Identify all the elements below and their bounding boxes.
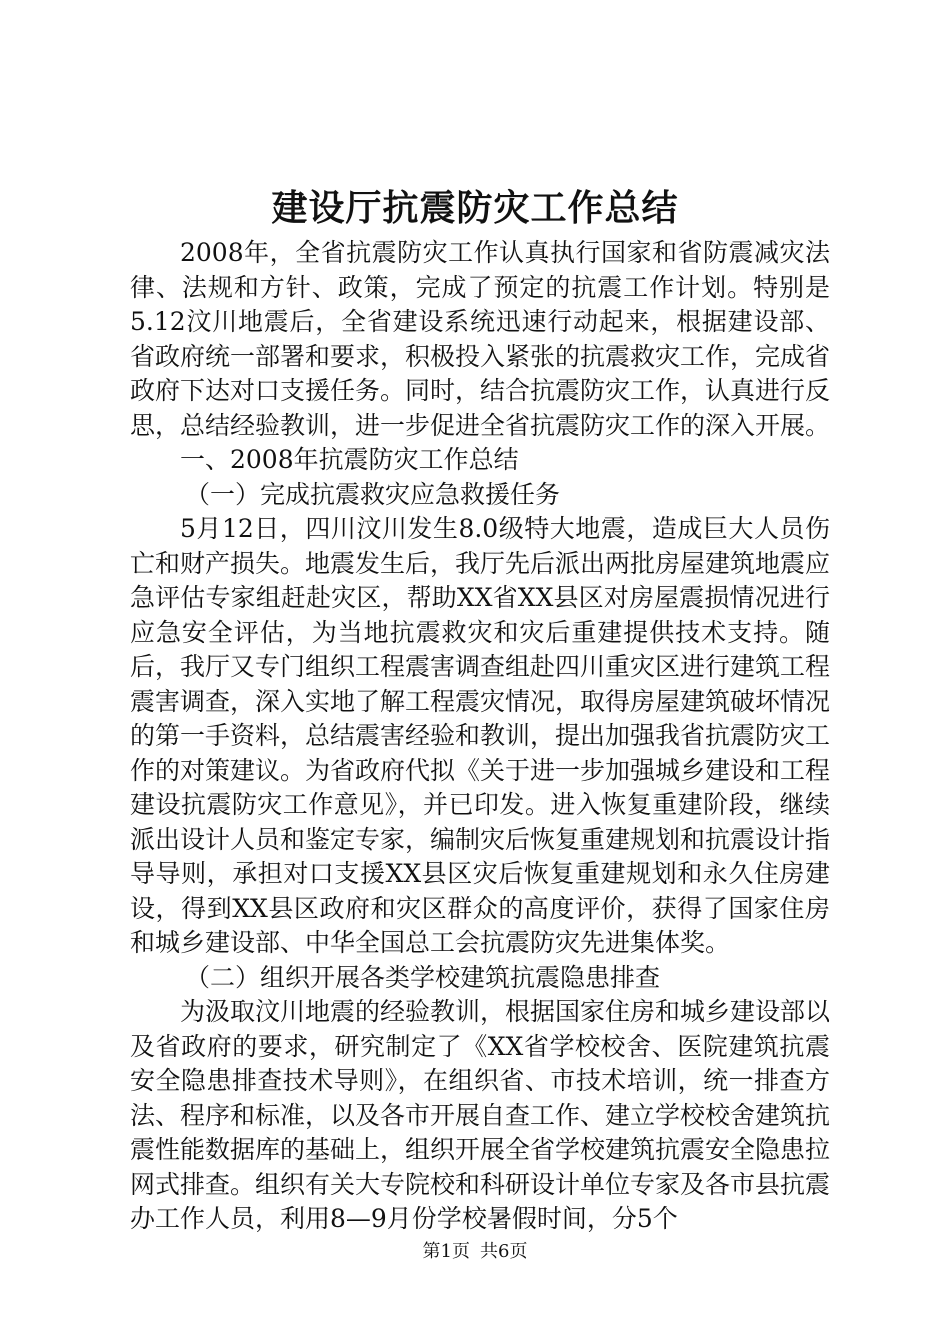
page-footer — [0, 1240, 950, 1264]
intro-paragraph: 2008年，全省抗震防灾工作认真执行国家和省防震减灾法律、法规和方针、政策，完成了预定的抗震工作计划。特别是5.12汶川地震后，全省建设系统迅速行动起来，根据建设部、省政府统一部署和要求，积极投入紧张的抗震救灾工作，完成省政府下达对口支援任务。同时，结合抗震防灾工作，认真进行反思，总结经验教训，进一步促进全省抗震防灾工作的深入开展。 — [130, 238, 831, 440]
page-number: 第1页 — [422, 1241, 470, 1262]
body-paragraph-1: 5月12日，四川汶川发生8.0级特大地震，造成巨大人员伤亡和财产损失。地震发生后，我厅先后派出两批房屋建筑地震应急评估专家组赶赴灾区，帮助XX省XX县区对房屋震损情况进行应急安全评估，为当地抗震救灾和灾后重建提供技术支持。随后，我厅又专门组织工程震害调查组赴四川重灾区进行建筑工程震害调查，深入实地了解工程震灾情况，取得房屋建筑破坏情况的第一手资料，总结震害经验和教训，提出加强我省抗震防灾工作的对策建议。为省政府代拟《关于进一步加强城乡建设和工程建设抗震防灾工作意见》，并已印发。进入恢复重建阶段，继续派出设计人员和鉴定专家，编制灾后恢复重建规划和抗震设计指导导则，承担对口支援XX县区灾后恢复重建规划和永久住房建设，得到XX县区政府和灾区群众的高度评价，获得了国家住房和城乡建设部、中华全国总工会抗震防灾先进集体奖。 — [130, 514, 831, 957]
subsection-heading-2: （二）组织开展各类学校建筑抗震隐患排查 — [185, 962, 661, 992]
document-body — [130, 236, 830, 1237]
document-title: 建设厅抗震防灾工作总结 — [271, 187, 679, 229]
body-paragraph-2: 为汲取汶川地震的经验教训，根据国家住房和城乡建设部以及省政府的要求，研究制定了《XX省学校校舍、医院建筑抗震安全隐患排查技术导则》，在组织省、市技术培训，统一排查方法、程序和标准，以及各市开展自查工作、建立学校校舍建筑抗震性能数据库的基础上，组织开展全省学校建筑抗震安全隐患拉网式排查。组织有关大专院校和科研设计单位专家及各市县抗震办工作人员，利用8—9月份学校暑假时间，分5个 — [130, 997, 831, 1233]
section-heading: 一、2008年抗震防灾工作总结 — [180, 445, 519, 474]
subsection-heading-1: （一）完成抗震救灾应急救援任务 — [185, 479, 561, 509]
page-total: 共6页 — [480, 1241, 528, 1262]
